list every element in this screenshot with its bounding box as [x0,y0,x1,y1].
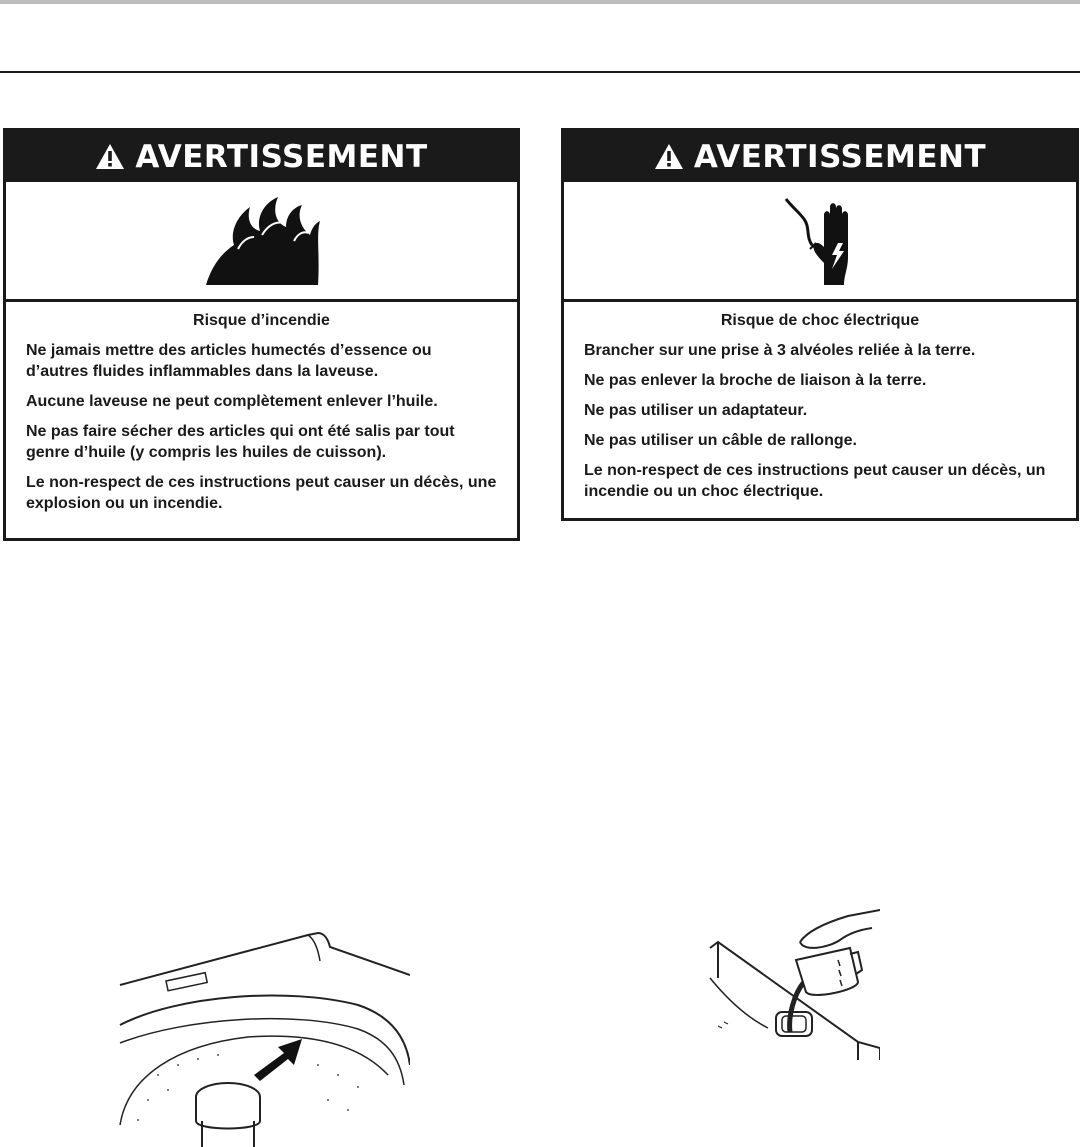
warning-header-text: AVERTISSEMENT [693,138,987,175]
pouring-detergent-illustration [708,908,880,1060]
hazard-title: Risque d’incendie [193,312,330,329]
electric-icon-area [564,182,1076,302]
warning-line: Ne pas utiliser un adaptateur. [584,402,808,419]
electric-shock-icon [780,193,860,289]
electric-warning-box [561,128,1079,521]
warning-line: Brancher sur une prise à 3 alvéoles reliée à la terre. [584,342,976,359]
warning-header [6,131,517,182]
warning-line: Ne pas utiliser un câble de rallonge. [584,432,857,449]
washer-agitator-illustration [118,925,410,1147]
header-rule [0,71,1080,73]
warning-triangle-icon [95,143,125,170]
warning-triangle-icon [654,143,684,170]
fire-warning-box [3,128,520,541]
warning-line: Aucune laveuse ne peut complètement enlever l’huile. [26,393,438,410]
warning-header [564,131,1076,182]
fire-icon-area [6,182,517,302]
top-rule [0,0,1080,4]
fire-icon [202,195,322,287]
warning-line: Le non-respect de ces instructions peut causer un décès, une explosion ou un incendie. [26,474,497,512]
warning-line: Ne pas enlever la broche de liaison à la terre. [584,372,927,389]
hazard-title: Risque de choc électrique [720,312,920,329]
warning-line: Ne pas faire sécher des articles qui ont été salis par tout genre d’huile (y compris les huiles de cuisson). [26,423,455,461]
warning-header-text: AVERTISSEMENT [135,138,428,175]
warning-line: Le non-respect de ces instructions peut causer un décès, un incendie ou un choc électrique. [584,462,1046,500]
warning-line: Ne jamais mettre des articles humectés d’essence ou d’autres fluides inflammables dans la laveuse. [26,342,432,380]
